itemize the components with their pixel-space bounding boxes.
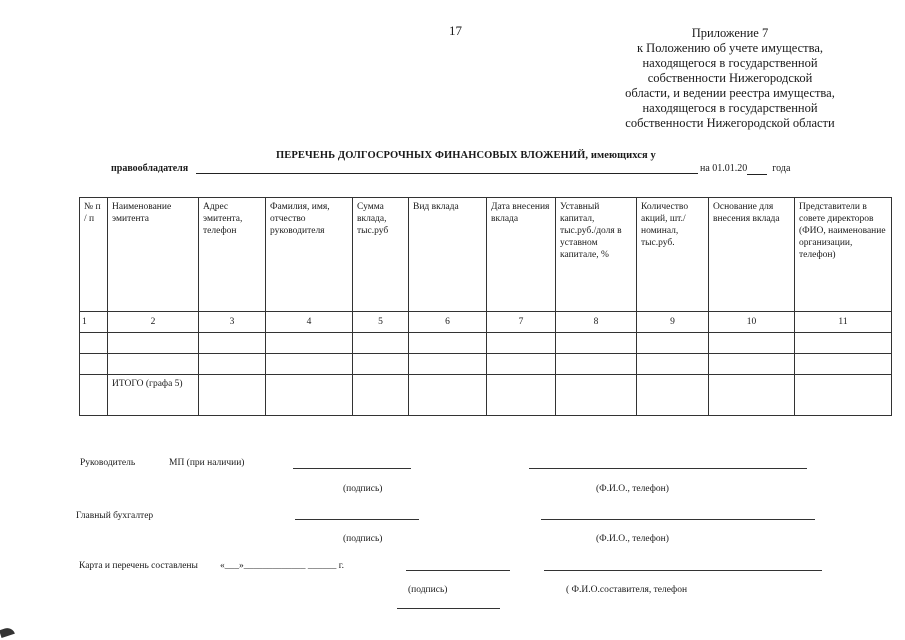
- table-cell[interactable]: [108, 354, 199, 375]
- extra-line: [397, 608, 500, 609]
- column-number: 11: [795, 312, 892, 333]
- table-cell[interactable]: [199, 354, 266, 375]
- fio-phone-caption: (Ф.И.О., телефон): [596, 534, 669, 544]
- table-cell[interactable]: [556, 333, 637, 354]
- scan-mark: [0, 626, 15, 638]
- investments-table: [79, 197, 892, 416]
- column-header: Уставный капитал, тыс.руб./доля в уставном капитале, %: [556, 198, 637, 312]
- table-row: [80, 354, 892, 375]
- table-cell[interactable]: [353, 375, 409, 416]
- page-number: 17: [449, 23, 462, 38]
- column-number: 10: [709, 312, 795, 333]
- compiled-date[interactable]: «___»_____________ ______ г.: [220, 561, 344, 571]
- compiler-fio-line[interactable]: [544, 570, 822, 571]
- appendix-line: находящегося в государственной: [642, 101, 818, 115]
- column-header: Количество акций, шт./номинал, тыс.руб.: [637, 198, 709, 312]
- column-header: Наименование эмитента: [108, 198, 199, 312]
- compiler-caption: ( Ф.И.О.составителя, телефон: [566, 585, 688, 595]
- table-header-row: [80, 198, 892, 312]
- appendix-line: области, и ведении реестра имущества,: [625, 86, 835, 100]
- appendix-line: собственности Нижегородской области: [625, 116, 835, 130]
- table-cell[interactable]: [108, 333, 199, 354]
- table-cell[interactable]: [80, 354, 108, 375]
- column-number: 4: [266, 312, 353, 333]
- director-fio-line[interactable]: [529, 468, 807, 469]
- column-header: Сумма вклада, тыс.руб: [353, 198, 409, 312]
- accountant-fio-line[interactable]: [541, 519, 815, 520]
- table-cell[interactable]: [637, 354, 709, 375]
- column-header: Адрес эмитента, телефон: [199, 198, 266, 312]
- column-number: 3: [199, 312, 266, 333]
- report-date: [700, 163, 790, 175]
- signature-caption: (подпись): [408, 585, 448, 595]
- table-cell[interactable]: [199, 333, 266, 354]
- fio-phone-caption: (Ф.И.О., телефон): [596, 484, 669, 494]
- date-prefix: на 01.01.20: [700, 163, 748, 174]
- table-cell[interactable]: [709, 354, 795, 375]
- table-cell[interactable]: [709, 333, 795, 354]
- table-cell[interactable]: [266, 333, 353, 354]
- column-number: 2: [108, 312, 199, 333]
- column-header: № п / п: [80, 198, 108, 312]
- column-header: Фамилия, имя, отчество руководителя: [266, 198, 353, 312]
- table-cell[interactable]: [409, 375, 487, 416]
- column-number: 7: [487, 312, 556, 333]
- table-cell[interactable]: [709, 375, 795, 416]
- compiled-label: Карта и перечень составлены: [79, 561, 198, 571]
- document-title: ПЕРЕЧЕНЬ ДОЛГОСРОЧНЫХ ФИНАНСОВЫХ ВЛОЖЕНИЙ, имеющихся у: [276, 150, 656, 161]
- holder-name-line[interactable]: [196, 173, 698, 174]
- appendix-header: [600, 26, 860, 131]
- table-cell[interactable]: [637, 375, 709, 416]
- table-cell[interactable]: [353, 333, 409, 354]
- date-suffix: года: [772, 163, 791, 174]
- table-cell[interactable]: [199, 375, 266, 416]
- appendix-line: находящегося в государственной: [642, 56, 818, 70]
- appendix-line: к Положению об учете имущества,: [636, 41, 824, 55]
- table-cell[interactable]: [409, 333, 487, 354]
- table-cell[interactable]: [487, 354, 556, 375]
- total-label: ИТОГО (графа 5): [108, 375, 199, 416]
- director-signature-line[interactable]: [293, 468, 411, 469]
- table-row: [80, 333, 892, 354]
- table-cell[interactable]: [637, 333, 709, 354]
- table-cell[interactable]: [795, 354, 892, 375]
- signature-caption: (подпись): [343, 534, 383, 544]
- signature-caption: (подпись): [343, 484, 383, 494]
- table-cell[interactable]: [487, 333, 556, 354]
- table-cell[interactable]: [353, 354, 409, 375]
- column-number: 5: [353, 312, 409, 333]
- compiler-signature-line[interactable]: [406, 570, 510, 571]
- total-row: [80, 375, 892, 416]
- appendix-line: Приложение 7: [691, 26, 769, 40]
- column-number: 6: [409, 312, 487, 333]
- table-cell[interactable]: [795, 333, 892, 354]
- table-cell[interactable]: [556, 354, 637, 375]
- column-header: Дата внесения вклада: [487, 198, 556, 312]
- table-cell[interactable]: [556, 375, 637, 416]
- column-header: Основание для внесения вклада: [709, 198, 795, 312]
- column-number: 1: [80, 312, 108, 333]
- appendix-line: собственности Нижегородской: [647, 71, 813, 85]
- column-number: 9: [637, 312, 709, 333]
- director-label: Руководитель: [80, 458, 136, 468]
- table-cell[interactable]: [409, 354, 487, 375]
- table-cell[interactable]: [266, 375, 353, 416]
- stamp-label: МП (при наличии): [169, 458, 245, 468]
- column-number: 8: [556, 312, 637, 333]
- column-number-row: [80, 312, 892, 333]
- year-blank[interactable]: [747, 163, 767, 175]
- accountant-signature-line[interactable]: [295, 519, 419, 520]
- column-header: Представители в совете директоров (ФИО, наименование организации, телефон): [795, 198, 892, 312]
- table-cell[interactable]: [80, 333, 108, 354]
- table-cell[interactable]: [80, 375, 108, 416]
- table-cell[interactable]: [266, 354, 353, 375]
- holder-label: правообладателя: [111, 163, 189, 174]
- column-header: Вид вклада: [409, 198, 487, 312]
- table-cell[interactable]: [795, 375, 892, 416]
- table-cell[interactable]: [487, 375, 556, 416]
- accountant-label: Главный бухгалтер: [76, 511, 154, 521]
